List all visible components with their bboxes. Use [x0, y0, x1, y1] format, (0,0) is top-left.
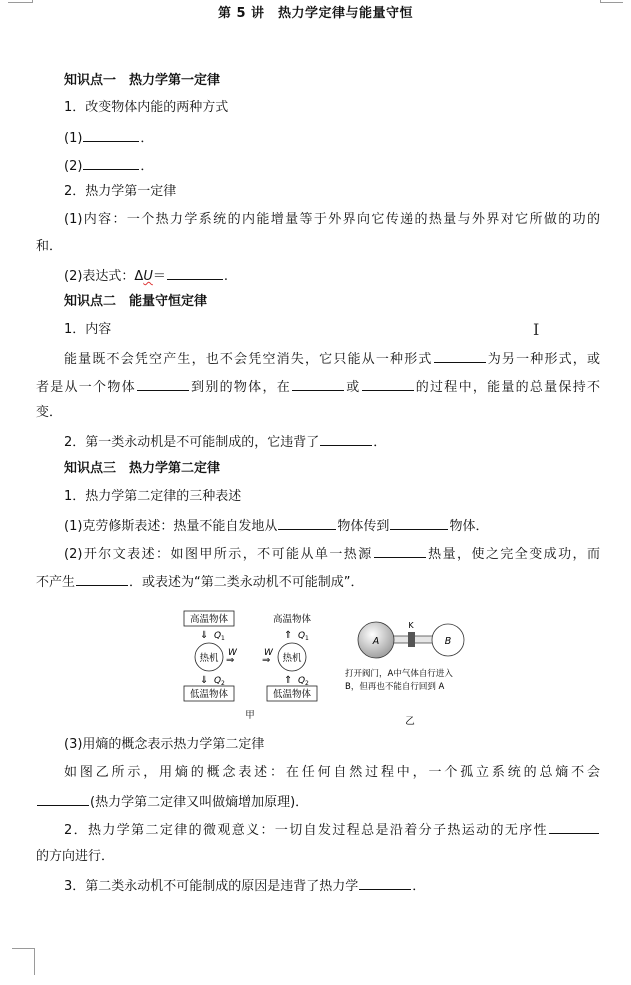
k2-item-2 [64, 432, 386, 452]
figure-label-jia: 甲 [245, 710, 255, 721]
text: 到别的物体，在 [189, 380, 291, 395]
k1-way-2-num: (2) [64, 159, 83, 174]
blank[interactable] [76, 572, 128, 586]
q2-label: Q [298, 676, 306, 686]
arrow-right-icon: ⇒ [262, 655, 271, 666]
figure-jia-right [262, 613, 317, 701]
low-temp-label: 低温物体 [272, 689, 312, 700]
expr-prefix: (2)表达式：Δ [64, 269, 144, 284]
blank[interactable] [278, 516, 336, 530]
k3-kelvin-line-2 [36, 572, 364, 592]
text: 能量既不会凭空产生，也不会凭空消失，它只能从一种形式 [64, 352, 433, 367]
arrow-up-icon: ⇑ [284, 630, 293, 641]
text: (热力学第二定律又叫做熵增加原理)． [90, 795, 309, 810]
high-temp-label: 高温物体 [189, 614, 229, 625]
blank[interactable] [167, 266, 223, 280]
blank[interactable] [83, 156, 139, 170]
arrow-down-icon: ⇓ [200, 630, 209, 641]
text: 的过程中，能量的总量保持不 [414, 380, 600, 395]
section-heading-1: 知识点一 热力学第一定律 [64, 73, 221, 88]
k1-way-1 [64, 128, 153, 148]
note-line-2: B，但再也不能自行回到 A [345, 682, 445, 692]
expr-equals: ＝ [152, 269, 166, 284]
valve-label: K [408, 621, 414, 630]
punct: . [223, 269, 228, 284]
text: 热量，使之完全变成功，而 [426, 547, 600, 562]
k1-item-2: 2．热力学第一定律 [64, 184, 177, 199]
low-temp-label: 低温物体 [189, 689, 229, 700]
text: (2)开尔文表述：如图甲所示，不可能从单一热源 [64, 547, 373, 562]
crop-mark-bottom-left [12, 948, 35, 975]
arrow-right-icon: ⇒ [226, 655, 235, 666]
text: 物体． [449, 519, 489, 534]
k3-entropy-line-2 [36, 792, 308, 812]
q1-subscript: 1 [221, 635, 225, 642]
figure-label-yi: 乙 [405, 716, 415, 727]
text: ．或表述为“第二类永动机不可能制成”． [129, 575, 364, 590]
k3-kelvin-line-1 [64, 544, 600, 564]
ball-a-label: A [372, 636, 380, 647]
ball-b-label: B [444, 636, 452, 647]
q2-label: Q [214, 676, 222, 686]
text: 3．第二类永动机不可能制成的原因是违背了热力学 [64, 879, 359, 894]
k3-micro-line-2: 的方向进行． [36, 849, 115, 864]
k3-item-1: 1．热力学第二定律的三种表述 [64, 489, 242, 504]
punct: ． [373, 435, 387, 450]
blank[interactable] [37, 792, 89, 806]
text: 者是从一个物体 [36, 380, 136, 395]
punct: ． [140, 159, 154, 174]
k3-entropy-line-1: 如图乙所示，用熵的概念表述：在任何自然过程中，一个孤立系统的总熵不会 [64, 765, 600, 780]
section-heading-2: 知识点二 能量守恒定律 [64, 294, 208, 309]
text: (1)克劳修斯表述：热量不能自发地从 [64, 519, 278, 534]
k3-reason [64, 876, 425, 896]
k1-content-line-2: 和． [36, 239, 63, 254]
text: 2．第一类永动机是不可能制成的，它违背了 [64, 435, 320, 450]
k2-para-line-1 [64, 349, 600, 369]
blank[interactable] [292, 377, 344, 391]
figure-jia-left [184, 611, 238, 701]
blank[interactable] [320, 432, 372, 446]
engine-label: 热机 [282, 653, 302, 664]
k2-item-1: 1．内容 [64, 322, 112, 337]
blank[interactable] [83, 128, 139, 142]
blank[interactable] [359, 876, 411, 890]
note-line-1: 打开阀门，A中气体自行进入 [345, 669, 453, 679]
k3-micro-line-1 [64, 820, 600, 840]
k2-para-line-3: 变． [36, 405, 63, 420]
q1-label: Q [298, 631, 306, 641]
text: 2．热力学第二定律的微观意义：一切自发过程总是沿着分子热运动的无序性 [64, 823, 548, 838]
heat-engine-figure [180, 608, 510, 728]
text: 不产生 [36, 575, 76, 590]
q2-subscript: 2 [221, 680, 225, 687]
q1-subscript: 1 [305, 635, 309, 642]
work-label: W [264, 648, 273, 658]
expr-variable: U [143, 269, 153, 284]
k1-item-1: 1．改变物体内能的两种方式 [64, 100, 229, 115]
blank[interactable] [374, 544, 426, 558]
arrow-up-icon: ⇑ [284, 675, 293, 686]
k3-clausius [64, 516, 488, 536]
punct: ． [140, 131, 154, 146]
work-label: W [228, 648, 237, 658]
text: 或 [344, 380, 361, 395]
figure-yi [345, 621, 464, 727]
valve [408, 632, 415, 647]
blank[interactable] [390, 516, 448, 530]
blank[interactable] [137, 377, 189, 391]
punct: ． [412, 879, 426, 894]
q1-label: Q [214, 631, 222, 641]
text-cursor-icon: Ι [533, 320, 540, 339]
text: 物体传到 [337, 519, 390, 534]
k1-expression [64, 266, 228, 286]
lesson-title: 第 5 讲 热力学定律与能量守恒 [217, 6, 414, 21]
arrow-down-icon: ⇓ [200, 675, 209, 686]
k3-entropy-item: (3)用熵的概念表示热力学第二定律 [64, 737, 265, 752]
blank[interactable] [549, 820, 599, 834]
text: 为另一种形式，或 [486, 352, 600, 367]
blank[interactable] [434, 349, 486, 363]
section-heading-3: 知识点三 热力学第二定律 [64, 461, 221, 476]
engine-label: 热机 [199, 653, 219, 664]
q2-subscript: 2 [305, 680, 309, 687]
k1-way-2 [64, 156, 153, 176]
k1-way-1-num: (1) [64, 131, 83, 146]
blank[interactable] [362, 377, 414, 391]
k1-content-line-1: (1)内容：一个热力学系统的内能增量等于外界向它传递的热量与外界对它所做的功的 [64, 212, 600, 227]
high-temp-label: 高温物体 [272, 614, 312, 625]
k2-para-line-2 [36, 377, 600, 397]
